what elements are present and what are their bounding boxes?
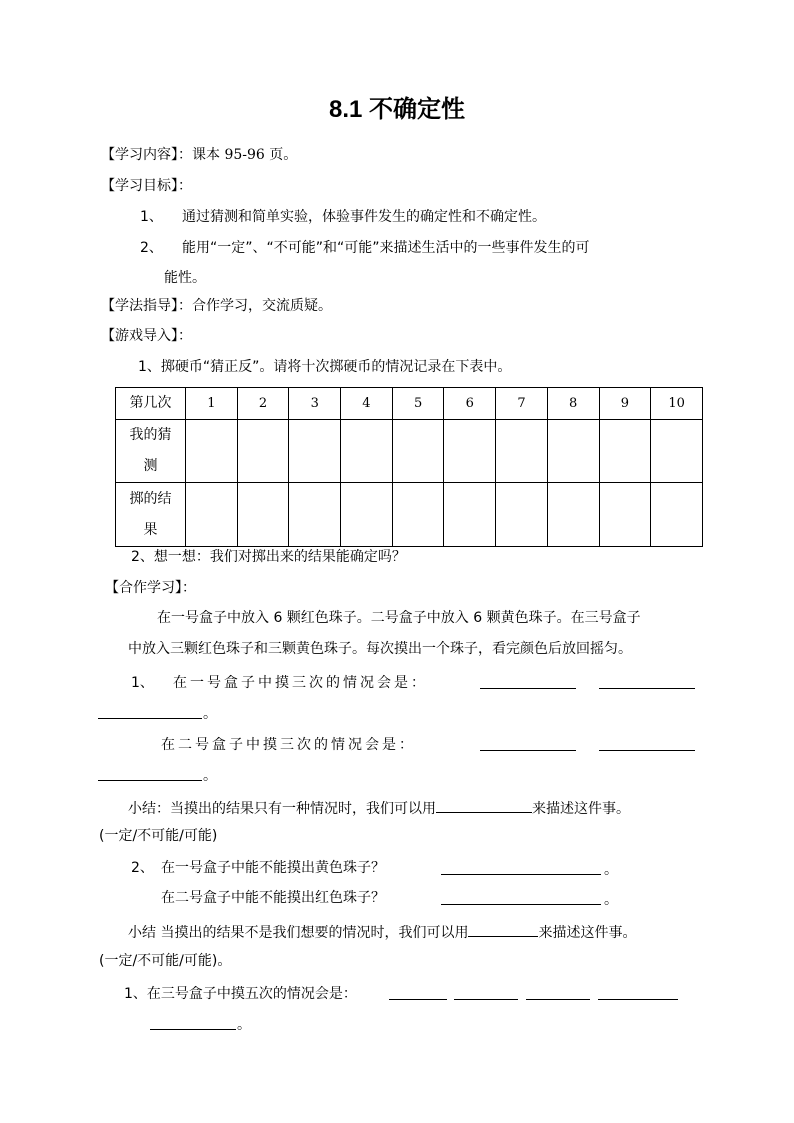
- result-cell[interactable]: [444, 483, 496, 547]
- result-cell[interactable]: [599, 483, 651, 547]
- guess-cell[interactable]: [599, 420, 651, 483]
- guess-cell[interactable]: [444, 420, 496, 483]
- options-1: (一定/不可能/可能): [99, 828, 218, 844]
- answer-blank[interactable]: [480, 734, 576, 751]
- coop-q1-number: 1、: [131, 675, 154, 691]
- sentence-end: 。: [604, 862, 618, 878]
- content-label: 【学习内容】：: [101, 147, 192, 163]
- goal-2-text: 能用“一定”、“不可能”和“可能”来描述生活中的一些事件发生的可: [182, 240, 590, 256]
- row-label-line: 测: [143, 458, 158, 474]
- guess-cell[interactable]: [547, 420, 599, 483]
- answer-blank[interactable]: [389, 983, 447, 1000]
- answer-blank[interactable]: [98, 764, 202, 781]
- goals-label: 【学习目标】：: [101, 178, 192, 194]
- table-header-cell: 4: [341, 388, 393, 420]
- row-label-guess: [116, 420, 186, 483]
- table-header-cell: 6: [444, 388, 496, 420]
- guess-cell[interactable]: [392, 420, 444, 483]
- guess-cell[interactable]: [651, 420, 703, 483]
- summary-2-tail: 来描述这件事。: [538, 925, 637, 941]
- game-question-2: 2、想一想：我们对掷出来的结果能确定吗？: [131, 549, 406, 565]
- guess-cell[interactable]: [186, 420, 238, 483]
- answer-blank[interactable]: [436, 796, 532, 813]
- table-header-cell: 1: [186, 388, 238, 420]
- coop-q2-number: 2、: [131, 860, 154, 876]
- table-header-cell: 9: [599, 388, 651, 420]
- result-cell[interactable]: [547, 483, 599, 547]
- method-text: 合作学习，交流质疑。: [192, 298, 332, 314]
- coop-q2b-text: 在二号盒子中能不能摸出红色珠子？: [161, 890, 385, 906]
- answer-blank[interactable]: [599, 734, 695, 751]
- answer-blank[interactable]: [468, 920, 538, 937]
- coop-q1a-text: 在一号盒子中摸三次的情况会是：: [173, 675, 428, 691]
- coop-label: 【合作学习】：: [105, 580, 196, 596]
- game-question-1: 1、掷硬币“猜正反”。请将十次掷硬币的情况记录在下表中。: [138, 359, 512, 375]
- summary-1-tail: 来描述这件事。: [532, 801, 630, 817]
- summary-2-text: 小结 当摸出的结果不是我们想要的情况时，我们可以用: [128, 925, 469, 941]
- table-header-cell: 2: [237, 388, 289, 420]
- guess-cell[interactable]: [496, 420, 548, 483]
- row-label-line: 掷的结: [129, 490, 172, 507]
- answer-blank[interactable]: [598, 983, 678, 1000]
- goal-2-continuation: 能性。: [164, 270, 206, 286]
- page-title: 8.1 不确定性: [328, 96, 466, 123]
- answer-blank[interactable]: [480, 672, 576, 689]
- answer-blank[interactable]: [454, 983, 518, 1000]
- answer-blank[interactable]: [150, 1013, 236, 1030]
- coop-q3-text: 1、在三号盒子中摸五次的情况会是：: [124, 986, 357, 1002]
- game-label: 【游戏导入】：: [101, 328, 192, 344]
- table-header-cell: 10: [651, 388, 703, 420]
- goal-1-text: 通过猜测和简单实验，体验事件发生的确定性和不确定性。: [182, 209, 546, 225]
- method-section: [101, 296, 332, 316]
- table-header-cell: 第几次: [116, 388, 186, 420]
- table-header-cell: 3: [289, 388, 341, 420]
- table-row-guess: [116, 420, 703, 483]
- coop-q2a-text: 在一号盒子中能不能摸出黄色珠子？: [161, 860, 385, 876]
- content-text: 课本 95-96 页。: [192, 147, 298, 163]
- answer-blank[interactable]: [441, 888, 601, 905]
- result-cell[interactable]: [651, 483, 703, 547]
- result-cell[interactable]: [186, 483, 238, 547]
- sentence-end: 。: [203, 706, 217, 722]
- table-header-cell: 8: [547, 388, 599, 420]
- result-cell[interactable]: [341, 483, 393, 547]
- guess-cell[interactable]: [289, 420, 341, 483]
- method-label: 【学法指导】：: [101, 298, 192, 314]
- table-header-cell: 5: [392, 388, 444, 420]
- summary-1: [128, 796, 630, 819]
- table-row-result: [116, 483, 703, 547]
- row-label-line: 果: [143, 521, 158, 538]
- guess-cell[interactable]: [237, 420, 289, 483]
- options-2: (一定/不可能/可能)。: [99, 953, 232, 969]
- row-label-result: [116, 483, 186, 547]
- coin-toss-table: [115, 387, 703, 547]
- goal-1-number: 1、: [140, 209, 163, 225]
- coop-intro-line-2: 中放入三颗红色珠子和三颗黄色珠子。每次摸出一个珠子，看完颜色后放回摇匀。: [128, 641, 632, 657]
- sentence-end: 。: [604, 892, 618, 908]
- guess-cell[interactable]: [341, 420, 393, 483]
- row-label-line: 我的猜: [129, 427, 172, 443]
- result-cell[interactable]: [496, 483, 548, 547]
- result-cell[interactable]: [237, 483, 289, 547]
- table-header-row: [116, 388, 703, 420]
- coop-q1b-text: 在二号盒子中摸三次的情况会是：: [161, 737, 416, 753]
- answer-blank[interactable]: [441, 858, 601, 875]
- result-cell[interactable]: [289, 483, 341, 547]
- answer-blank[interactable]: [98, 702, 202, 719]
- answer-blank[interactable]: [526, 983, 590, 1000]
- summary-2: [128, 920, 636, 943]
- summary-1-text: 小结：当摸出的结果只有一种情况时，我们可以用: [128, 801, 436, 817]
- sentence-end: 。: [203, 768, 217, 784]
- goal-2-number: 2、: [140, 240, 163, 256]
- content-section: [101, 145, 297, 165]
- sentence-end: 。: [237, 1017, 251, 1033]
- coop-intro-line-1: 在一号盒子中放入 6 颗红色珠子。二号盒子中放入 6 颗黄色珠子。在三号盒子: [157, 610, 641, 626]
- result-cell[interactable]: [392, 483, 444, 547]
- table-header-cell: 7: [496, 388, 548, 420]
- answer-blank[interactable]: [599, 672, 695, 689]
